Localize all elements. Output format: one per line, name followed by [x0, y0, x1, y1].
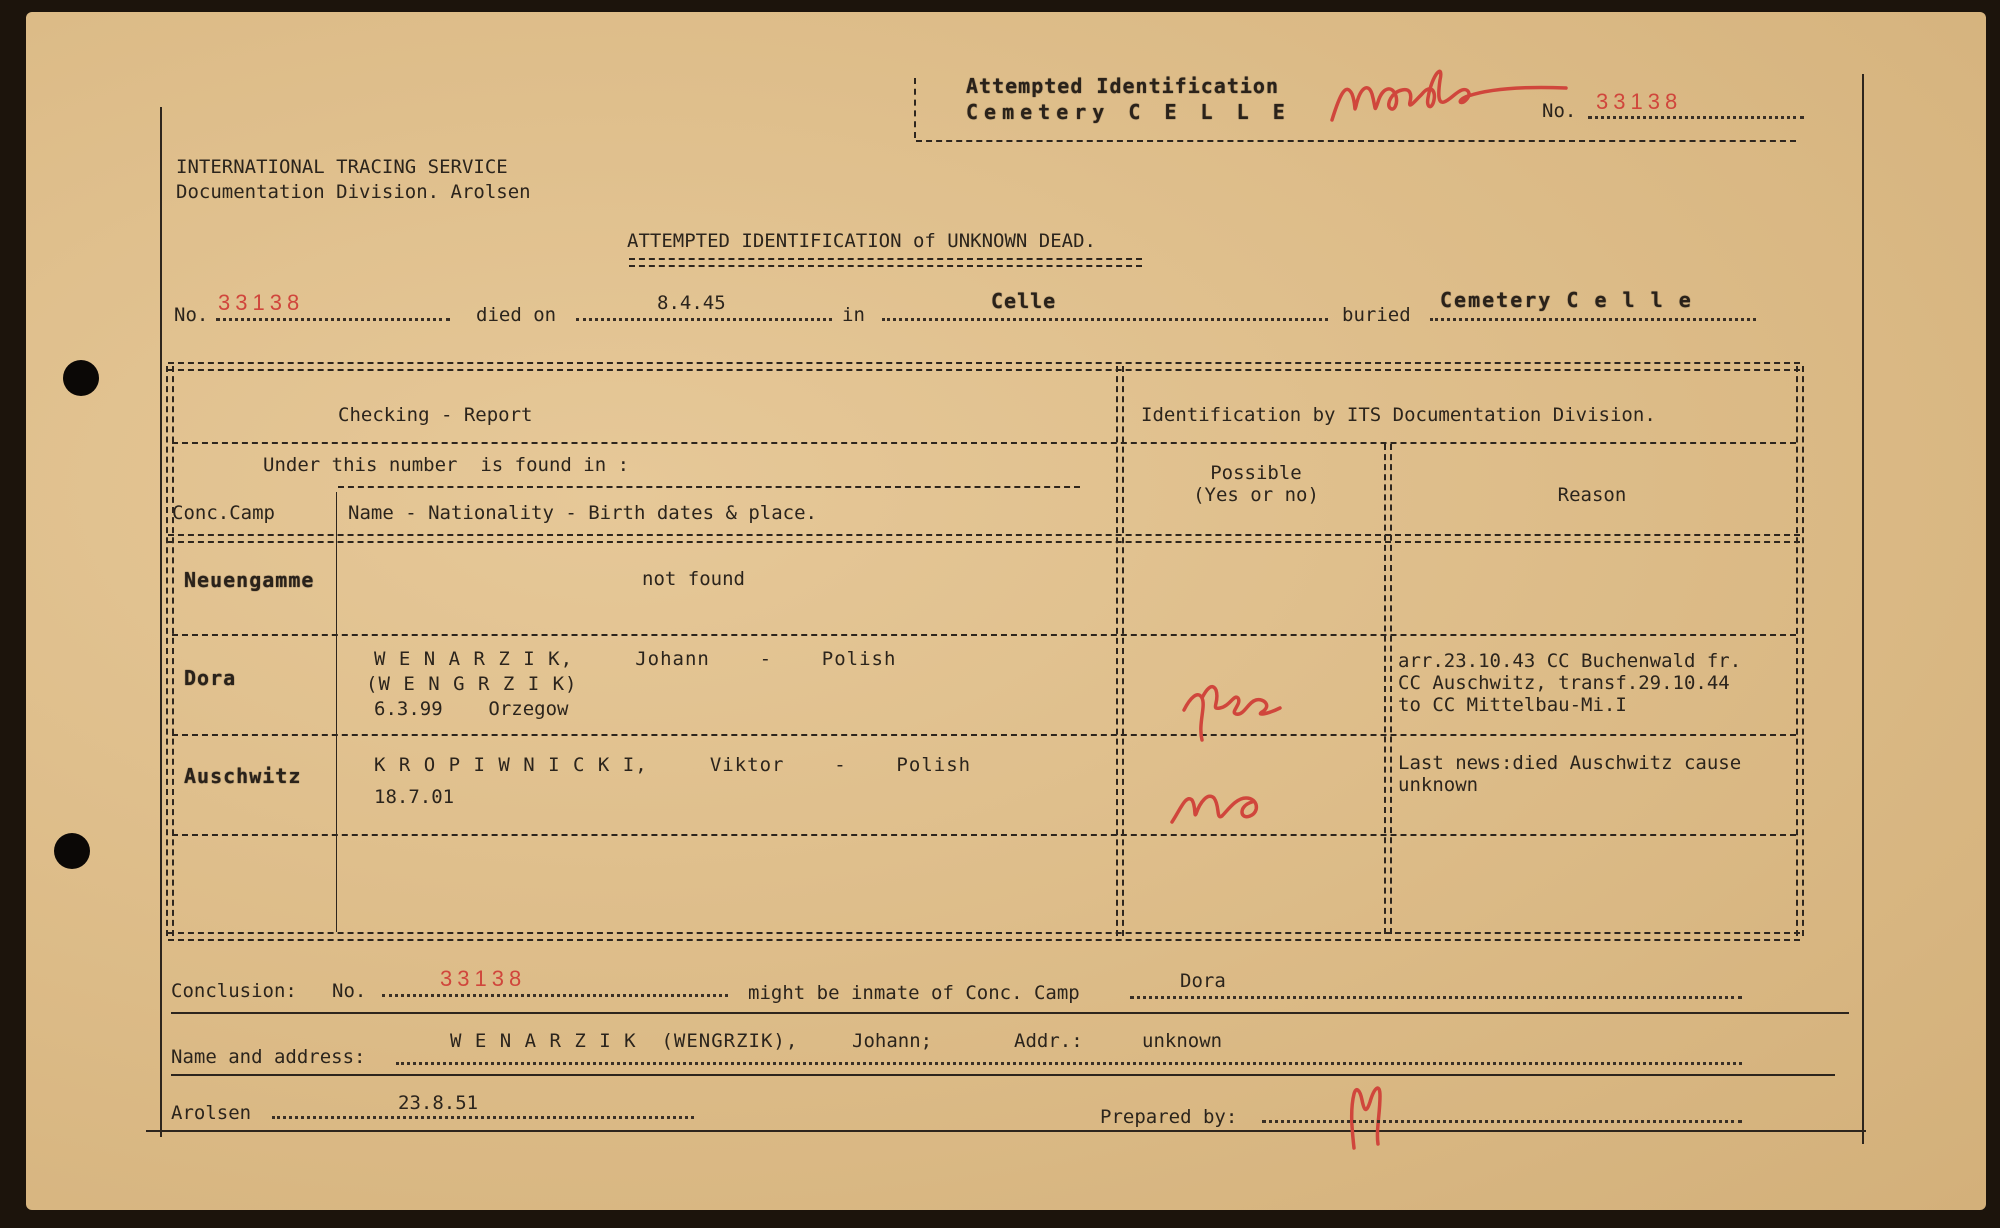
row1-camp: Neuengamme: [184, 568, 315, 592]
row1-name: not found: [642, 568, 745, 590]
prepared-by-dots: [1262, 1120, 1742, 1123]
name-address-rule: [171, 1074, 1835, 1076]
under-number-text: Under this number is found in :: [263, 454, 630, 476]
conclusion-no-value: 33138: [440, 966, 527, 991]
reason-column-header: Reason: [1557, 484, 1627, 506]
name-address-label: Name and address:: [171, 1046, 366, 1068]
name-address-value: W E N A R Z I K (WENGRZIK),: [450, 1030, 799, 1052]
left-frame-line: [160, 107, 162, 1137]
table-mid-divider: [1116, 366, 1124, 936]
name-address-dots: [396, 1062, 1742, 1065]
conclusion-camp-value: Dora: [1180, 970, 1226, 992]
right-frame-line: [1862, 74, 1864, 1144]
camp-column-header: Conc.Camp: [172, 502, 275, 524]
table-header-divider: [168, 534, 1800, 543]
table-row3-line: [172, 834, 1796, 836]
header-no-value: 33138: [1596, 89, 1683, 114]
record-no-label: No.: [174, 304, 209, 326]
org-line1: INTERNATIONAL TRACING SERVICE: [176, 156, 508, 178]
table-row1-line: [172, 634, 1796, 636]
conclusion-no-dots: [382, 994, 728, 997]
table-under-number-line: [338, 486, 1080, 488]
document-title: ATTEMPTED IDENTIFICATION of UNKNOWN DEAD.: [627, 230, 1096, 252]
footer-date-value: 23.8.51: [398, 1092, 479, 1114]
died-on-value: 8.4.45: [657, 292, 726, 314]
record-no-value: 33138: [218, 290, 305, 315]
name-address-addr-label: Addr.:: [1014, 1030, 1083, 1052]
name-column-header: Name - Nationality - Birth dates & place.: [348, 502, 817, 524]
header-no-label: No.: [1542, 100, 1577, 122]
record-no-dots: [216, 318, 450, 321]
table-reason-divider: [1384, 444, 1392, 934]
footer-date-dots: [272, 1116, 694, 1119]
table-right-border: [1796, 366, 1804, 936]
header-box-bottom-line: [916, 140, 1796, 142]
died-on-dots: [576, 318, 832, 321]
table-top-border: [168, 362, 1800, 371]
handwritten-yes: [1176, 668, 1286, 748]
bottom-frame-line: [146, 1130, 1866, 1132]
row2-camp: Dora: [184, 666, 237, 690]
header-box-left-line: [914, 78, 918, 138]
org-line2: Documentation Division. Arolsen: [176, 181, 531, 203]
buried-value: Cemetery C e l l e: [1440, 288, 1693, 312]
header-no-dots: [1588, 116, 1804, 119]
conclusion-label: Conclusion:: [171, 980, 297, 1002]
in-value: Celle: [991, 289, 1057, 313]
name-address-first-name: Johann;: [852, 1030, 933, 1052]
footer-place-label: Arolsen: [171, 1102, 252, 1124]
header-stamp-line1: Attempted Identification: [966, 74, 1279, 98]
in-dots: [882, 318, 1328, 321]
buried-dots: [1430, 318, 1756, 321]
conclusion-camp-dots: [1130, 996, 1742, 999]
handwritten-made-annotation: [1326, 54, 1586, 134]
row2-name-line3: 6.3.99 Orzegow: [374, 698, 569, 720]
row2-name-line2: (W E N G R Z I K): [366, 673, 578, 695]
table-camp-divider: [336, 492, 337, 932]
punch-hole-bottom: [54, 833, 90, 869]
checking-report-heading: Checking - Report: [338, 404, 533, 426]
conclusion-no-label: No.: [332, 980, 367, 1002]
table-bottom-border: [168, 932, 1800, 941]
row3-name-line2: 18.7.01: [374, 786, 455, 808]
row3-name-line1: K R O P I W N I C K I, Viktor - Polish: [374, 754, 972, 776]
title-underline: [629, 258, 1142, 267]
table-subheader-line: [172, 442, 1796, 444]
document-card: [26, 12, 1986, 1210]
prepared-by-label: Prepared by:: [1100, 1106, 1238, 1128]
identification-heading: Identification by ITS Documentation Division.: [1141, 404, 1656, 426]
name-address-addr-value: unknown: [1142, 1030, 1223, 1052]
in-label: in: [842, 304, 865, 326]
row3-reason: Last news:died Auschwitz cause unknown: [1398, 752, 1742, 796]
punch-hole-top: [63, 360, 99, 396]
table-row2-line: [172, 734, 1796, 736]
row2-reason: arr.23.10.43 CC Buchenwald fr. CC Auschwitz, transf.29.10.44 to CC Mittelbau-Mi.I: [1398, 650, 1742, 716]
possible-column-header: Possible (Yes or no): [1193, 462, 1319, 506]
row2-name-line1: W E N A R Z I K, Johann - Polish: [374, 648, 897, 670]
prepared-by-initial: [1336, 1074, 1396, 1154]
header-stamp-line2: Cemetery C E L L E: [966, 100, 1291, 124]
conclusion-rule: [171, 1012, 1849, 1014]
buried-label: buried: [1342, 304, 1411, 326]
row3-camp: Auschwitz: [184, 764, 302, 788]
conclusion-might-be: might be inmate of Conc. Camp: [748, 982, 1080, 1004]
table-left-border: [166, 366, 174, 936]
handwritten-no: [1166, 770, 1276, 830]
died-on-label: died on: [476, 304, 557, 326]
